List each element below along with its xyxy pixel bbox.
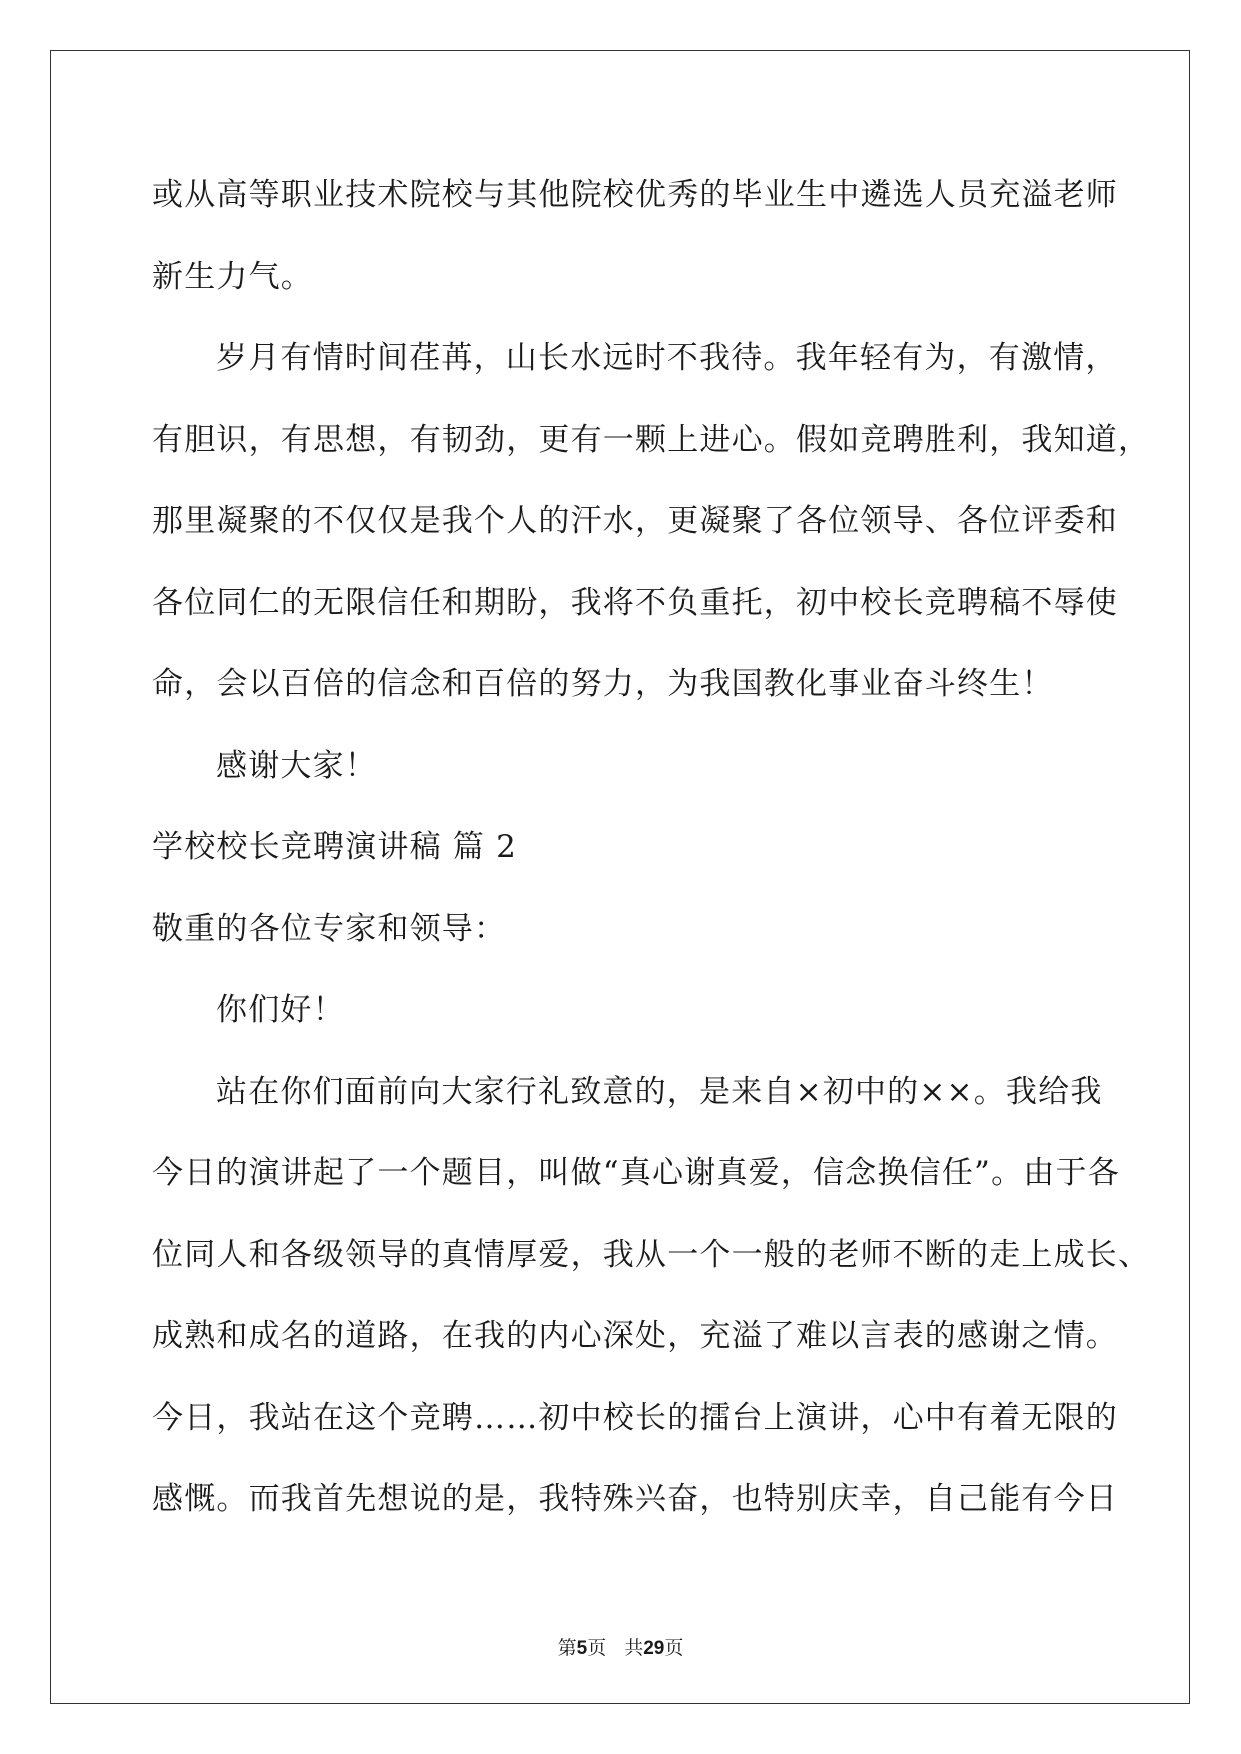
text-line: 各位同仁的无限信任和期盼，我将不负重托，初中校长竞聘稿不辱使	[152, 584, 1118, 621]
text-line: 那里凝聚的不仅仅是我个人的汗水，更凝聚了各位领导、各位评委和	[152, 503, 1118, 539]
text-line: 感慨。而我首先想说的是，我特殊兴奋，也特别庆幸，自己能有今日	[152, 1481, 1118, 1517]
page-number: 5	[576, 1638, 588, 1659]
total-suffix: 页	[664, 1637, 684, 1659]
text-line: 命，会以百倍的信念和百倍的努力，为我国教化事业奋斗终生！	[152, 666, 1054, 702]
text-line: 今日，我站在这个竞聘……初中校长的擂台上演讲，心中有着无限的	[152, 1399, 1118, 1436]
text-line: 或从高等职业技术院校与其他院校优秀的毕业生中遴选人员充溢老师	[152, 177, 1118, 213]
total-pages: 29	[643, 1638, 665, 1659]
text-line: 成熟和成名的道路，在我的内心深处，充溢了难以言表的感谢之情。	[152, 1318, 1118, 1354]
text-line: 新生力气。	[152, 258, 313, 295]
text-line: 你们好！	[216, 992, 345, 1028]
text-line: 今日的演讲起了一个题目，叫做“真心谢真爱，信念换信任”。由于各	[152, 1155, 1120, 1191]
text-line: 岁月有情时间荏苒，山长水远时不我待。我年轻有为，有激情，	[216, 340, 1118, 376]
document-body	[152, 155, 1151, 1541]
total-prefix: 共	[624, 1637, 644, 1659]
text-line: 有胆识，有思想，有韧劲，更有一颗上进心。假如竞聘胜利，我知道，	[152, 421, 1151, 458]
text-line: 站在你们面前向大家行礼致意的，是来自×初中的××。我给我	[216, 1073, 1103, 1110]
text-line: 敬重的各位专家和领导：	[152, 910, 507, 947]
text-line: 感谢大家！	[216, 747, 377, 784]
text-line: 位同人和各级领导的真情厚爱，我从一个一般的老师不断的走上成长、	[152, 1236, 1151, 1273]
page-footer	[0, 1633, 1241, 1660]
page-prefix: 第	[557, 1637, 577, 1659]
text-line: 学校校长竞聘演讲稿 篇 2	[152, 829, 518, 865]
page-suffix: 页	[587, 1637, 607, 1659]
